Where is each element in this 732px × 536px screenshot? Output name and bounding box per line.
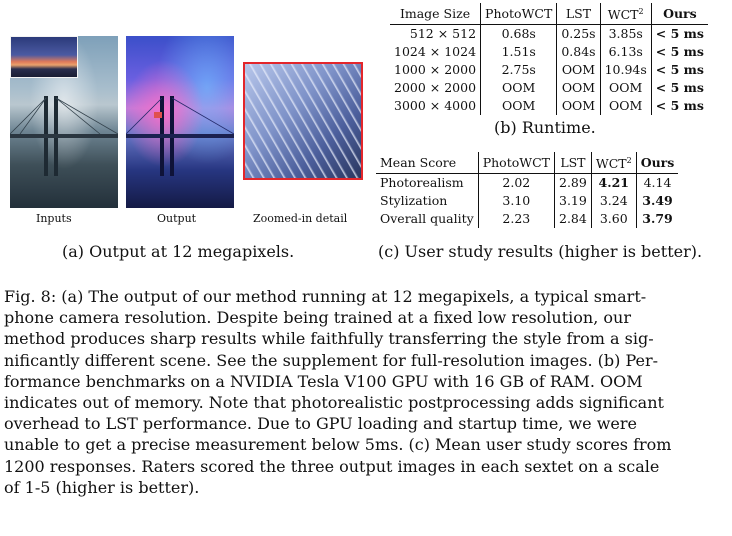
cell: 3.24 [591,192,636,210]
table-row [390,97,708,115]
cell: 2000 × 2000 [390,79,481,97]
cell: 512 × 512 [390,25,481,44]
cell: 2.23 [478,210,554,228]
header-image-size: Image Size [390,3,481,25]
cell: 1024 × 1024 [390,43,481,61]
cell: 2.89 [555,174,592,193]
bridge-illustration-output [126,36,234,208]
header-photowct: PhotoWCT [481,3,557,25]
caption-line: overhead to LST performance. Due to GPU loading and startup time, we were [4,414,638,434]
cell: 2.84 [555,210,592,228]
cell: Photorealism [376,174,478,193]
header-lst: LST [557,3,600,25]
cell: 2.75s [481,61,557,79]
table-row [376,192,678,210]
header-lst: LST [555,152,592,174]
cell: 3.49 [642,193,673,209]
input-style-thumbnail [10,36,78,78]
cell: 2.02 [478,174,554,193]
cell: < 5 ms [655,98,704,114]
output-label: Output [157,212,197,225]
caption-line: unable to get a precise measurement below 5ms. (c) Mean user study scores from [4,435,672,455]
cell: OOM [557,97,600,115]
cell: < 5 ms [655,44,704,60]
header-wct2: WCT$^2$ [591,152,636,174]
cell: Stylization [376,192,478,210]
table-row [390,61,708,79]
caption-line: 1200 responses. Raters scored the three output images in each sextet on a scale [4,456,660,476]
cell: 0.84s [557,43,600,61]
cell: OOM [481,97,557,115]
cell: 4.14 [643,175,672,191]
caption-line: nificantly different scene. See the supplement for full-resolution images. (b) Per- [4,350,659,370]
cell: OOM [557,79,600,97]
caption-line: formance benchmarks on a NVIDIA Tesla V100 GPU with 16 GB of RAM. OOM [4,371,643,391]
table-row [390,25,708,44]
inputs-label: Inputs [36,212,72,225]
cell: < 5 ms [655,62,704,78]
zoom-label: Zoomed-in detail [253,212,348,225]
header-ours: Ours [636,152,678,174]
cell: 0.25s [557,25,600,44]
caption-line: method produces sharp results while faithfully transferring the style from a sig- [4,329,654,349]
panel-c-caption: (c) User study results (higher is better). [378,242,703,261]
table-row [376,210,678,228]
cell: 4.21 [591,174,636,193]
caption-line: phone camera resolution. Despite being trained at a fixed low resolution, our [4,308,631,328]
user-study-table [376,152,678,228]
cell: OOM [481,79,557,97]
figure-caption [4,286,722,498]
cell: < 5 ms [655,80,704,96]
cell: 1000 × 2000 [390,61,481,79]
cell: < 5 ms [655,26,704,42]
caption-line: of 1-5 (higher is better). [4,477,200,497]
stylized-output-image [126,36,234,208]
table-row [390,43,708,61]
cell: 3.19 [555,192,592,210]
header-mean-score: Mean Score [376,152,478,174]
cell: 10.94s [600,61,651,79]
panel-a-caption: (a) Output at 12 megapixels. [62,242,295,261]
header-photowct: PhotoWCT [478,152,554,174]
cell: OOM [557,61,600,79]
header-wct2: WCT$^2$ [600,3,651,25]
cell: 0.68s [481,25,557,44]
caption-line: Fig. 8: (a) The output of our method running at 12 megapixels, a typical smart- [4,287,647,306]
cell: 3.10 [478,192,554,210]
caption-line: indicates out of memory. Note that photorealistic postprocessing adds significant [4,393,664,413]
header-ours: Ours [651,3,708,25]
cell: 6.13s [600,43,651,61]
runtime-table [390,3,708,115]
panel-b-caption: (b) Runtime. [494,118,596,137]
cell: OOM [600,79,651,97]
zoomed-detail-image [243,62,363,180]
cell: OOM [600,97,651,115]
cell: 3000 × 4000 [390,97,481,115]
cell: 1.51s [481,43,557,61]
table-row [376,174,678,193]
cell: 3.85s [600,25,651,44]
table-row [390,79,708,97]
cell: 3.79 [642,211,673,227]
cell: 3.60 [591,210,636,228]
cell: Overall quality [376,210,478,228]
